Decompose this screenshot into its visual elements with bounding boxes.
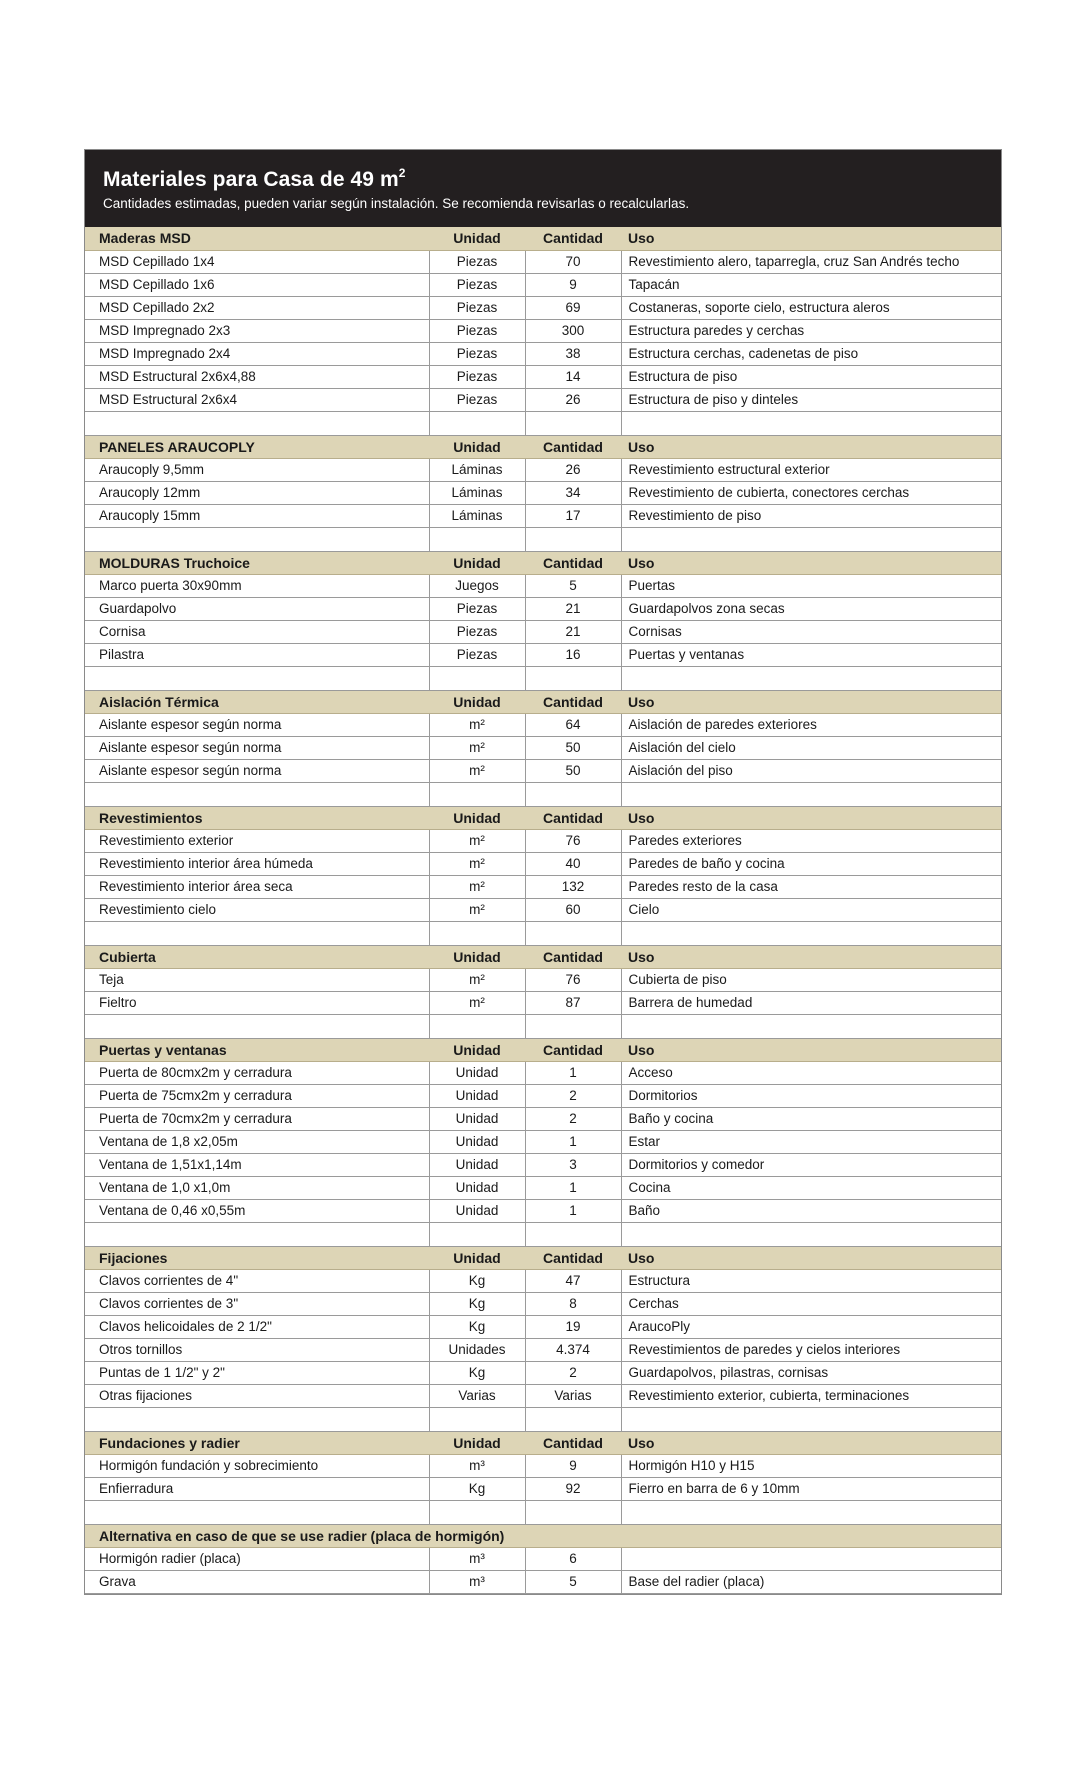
unit: Kg xyxy=(429,1269,525,1292)
empty-cell xyxy=(621,1407,1001,1431)
page-subtitle: Cantidades estimadas, pueden variar según instalación. Se recomienda revisarlas o recalcularlas. xyxy=(103,196,690,211)
section-header xyxy=(85,551,1001,574)
empty-cell xyxy=(429,1407,525,1431)
unit: Piezas xyxy=(429,296,525,319)
column-header-unidad: Unidad xyxy=(429,806,525,829)
empty-cell xyxy=(621,1222,1001,1246)
usage: Dormitorios xyxy=(621,1084,1001,1107)
material-name: Hormigón radier (placa) xyxy=(85,1547,429,1570)
unit: Piezas xyxy=(429,273,525,296)
table-row xyxy=(85,1384,1001,1407)
unit: Piezas xyxy=(429,597,525,620)
empty-cell xyxy=(85,411,429,435)
material-name: Otros tornillos xyxy=(85,1338,429,1361)
unit: Láminas xyxy=(429,458,525,481)
material-name: Ventana de 1,8 x2,05m xyxy=(85,1130,429,1153)
column-header-cantidad: Cantidad xyxy=(525,435,621,458)
unit: Piezas xyxy=(429,250,525,273)
quantity: 1 xyxy=(525,1176,621,1199)
material-name: MSD Impregnado 2x4 xyxy=(85,342,429,365)
unit: Unidades xyxy=(429,1338,525,1361)
empty-cell xyxy=(429,921,525,945)
empty-cell xyxy=(525,782,621,806)
quantity: 2 xyxy=(525,1361,621,1384)
material-name: Araucoply 9,5mm xyxy=(85,458,429,481)
quantity: 4.374 xyxy=(525,1338,621,1361)
material-name: Grava xyxy=(85,1570,429,1593)
quantity: 34 xyxy=(525,481,621,504)
spacer-row xyxy=(85,782,1001,806)
unit: m² xyxy=(429,852,525,875)
quantity: 1 xyxy=(525,1130,621,1153)
table-row xyxy=(85,1570,1001,1593)
usage: Costaneras, soporte cielo, estructura aleros xyxy=(621,296,1001,319)
empty-cell xyxy=(429,782,525,806)
table-row xyxy=(85,713,1001,736)
quantity: 76 xyxy=(525,829,621,852)
empty-cell xyxy=(621,527,1001,551)
usage: Cubierta de piso xyxy=(621,968,1001,991)
material-name: Enfierradura xyxy=(85,1477,429,1500)
column-header-cantidad: Cantidad xyxy=(525,690,621,713)
empty-cell xyxy=(85,1014,429,1038)
material-name: Teja xyxy=(85,968,429,991)
section-title: Puertas y ventanas xyxy=(85,1038,429,1061)
unit: Kg xyxy=(429,1361,525,1384)
usage: Estructura de piso y dinteles xyxy=(621,388,1001,411)
quantity: 17 xyxy=(525,504,621,527)
usage: Revestimiento exterior, cubierta, terminaciones xyxy=(621,1384,1001,1407)
page-title: Materiales para Casa de 49 $m^2$ xyxy=(103,166,406,191)
section-title: Fijaciones xyxy=(85,1246,429,1269)
column-header-uso: Uso xyxy=(621,435,1001,458)
column-header-cantidad: Cantidad xyxy=(525,1431,621,1454)
column-header-unidad: Unidad xyxy=(429,1246,525,1269)
unit: m³ xyxy=(429,1570,525,1593)
section-title: Aislación Térmica xyxy=(85,690,429,713)
material-name: Cornisa xyxy=(85,620,429,643)
usage: Acceso xyxy=(621,1061,1001,1084)
quantity: 50 xyxy=(525,759,621,782)
empty-cell xyxy=(621,1014,1001,1038)
empty-cell xyxy=(429,666,525,690)
empty-cell xyxy=(621,921,1001,945)
section-title: Alternativa en caso de que se use radier (placa de hormigón) xyxy=(85,1524,1001,1547)
column-header-unidad: Unidad xyxy=(429,1431,525,1454)
quantity: 16 xyxy=(525,643,621,666)
table-row xyxy=(85,458,1001,481)
unit: Piezas xyxy=(429,319,525,342)
empty-cell xyxy=(85,527,429,551)
usage: Barrera de humedad xyxy=(621,991,1001,1014)
column-header-uso: Uso xyxy=(621,690,1001,713)
table-row xyxy=(85,620,1001,643)
section-header xyxy=(85,1524,1001,1547)
empty-cell xyxy=(525,666,621,690)
table-row xyxy=(85,1153,1001,1176)
column-header-uso: Uso xyxy=(621,945,1001,968)
column-header-cantidad: Cantidad xyxy=(525,806,621,829)
section-title: Cubierta xyxy=(85,945,429,968)
quantity: 2 xyxy=(525,1107,621,1130)
unit: Unidad xyxy=(429,1176,525,1199)
unit: Varias xyxy=(429,1384,525,1407)
material-name: Puerta de 75cmx2m y cerradura xyxy=(85,1084,429,1107)
usage: Estructura de piso xyxy=(621,365,1001,388)
usage: Estructura xyxy=(621,1269,1001,1292)
table-row xyxy=(85,898,1001,921)
usage: Puertas xyxy=(621,574,1001,597)
empty-cell xyxy=(621,411,1001,435)
unit: Kg xyxy=(429,1315,525,1338)
unit: Láminas xyxy=(429,504,525,527)
empty-cell xyxy=(429,411,525,435)
table-row xyxy=(85,968,1001,991)
column-header-uso: Uso xyxy=(621,1246,1001,1269)
usage: Cocina xyxy=(621,1176,1001,1199)
quantity: 64 xyxy=(525,713,621,736)
quantity: 1 xyxy=(525,1199,621,1222)
quantity: 38 xyxy=(525,342,621,365)
section-header xyxy=(85,1431,1001,1454)
quantity: 2 xyxy=(525,1084,621,1107)
quantity: 70 xyxy=(525,250,621,273)
usage xyxy=(621,1547,1001,1570)
empty-cell xyxy=(525,1222,621,1246)
table-row xyxy=(85,1547,1001,1570)
material-name: Aislante espesor según norma xyxy=(85,713,429,736)
unit: Unidad xyxy=(429,1130,525,1153)
quantity: 76 xyxy=(525,968,621,991)
column-header-uso: Uso xyxy=(621,1431,1001,1454)
material-name: MSD Estructural 2x6x4 xyxy=(85,388,429,411)
spacer-row xyxy=(85,1500,1001,1524)
column-header-cantidad: Cantidad xyxy=(525,1246,621,1269)
usage: Paredes de baño y cocina xyxy=(621,852,1001,875)
unit: Juegos xyxy=(429,574,525,597)
table-row xyxy=(85,991,1001,1014)
usage: AraucoPly xyxy=(621,1315,1001,1338)
empty-cell xyxy=(85,1407,429,1431)
quantity: 69 xyxy=(525,296,621,319)
spacer-row xyxy=(85,411,1001,435)
unit: Unidad xyxy=(429,1153,525,1176)
spacer-row xyxy=(85,1014,1001,1038)
unit: Piezas xyxy=(429,388,525,411)
table-row xyxy=(85,1315,1001,1338)
usage: Aislación de paredes exteriores xyxy=(621,713,1001,736)
table-row xyxy=(85,574,1001,597)
section-header xyxy=(85,1038,1001,1061)
material-name: Marco puerta 30x90mm xyxy=(85,574,429,597)
unit: Unidad xyxy=(429,1199,525,1222)
column-header-uso: Uso xyxy=(621,1038,1001,1061)
quantity: 87 xyxy=(525,991,621,1014)
column-header-uso: Uso xyxy=(621,806,1001,829)
table-row xyxy=(85,388,1001,411)
section-title: Maderas MSD xyxy=(85,227,429,250)
empty-cell xyxy=(621,666,1001,690)
usage: Aislación del cielo xyxy=(621,736,1001,759)
quantity: 60 xyxy=(525,898,621,921)
usage: Dormitorios y comedor xyxy=(621,1153,1001,1176)
empty-cell xyxy=(525,411,621,435)
table-row xyxy=(85,1176,1001,1199)
table-row xyxy=(85,319,1001,342)
table-row xyxy=(85,736,1001,759)
materials-sheet xyxy=(84,149,1002,1595)
column-header-unidad: Unidad xyxy=(429,551,525,574)
empty-cell xyxy=(85,782,429,806)
column-header-cantidad: Cantidad xyxy=(525,551,621,574)
column-header-cantidad: Cantidad xyxy=(525,945,621,968)
usage: Estructura cerchas, cadenetas de piso xyxy=(621,342,1001,365)
table-row xyxy=(85,504,1001,527)
table-row xyxy=(85,1269,1001,1292)
column-header-uso: Uso xyxy=(621,227,1001,250)
empty-cell xyxy=(85,921,429,945)
unit: Unidad xyxy=(429,1107,525,1130)
quantity: 8 xyxy=(525,1292,621,1315)
section-title: PANELES ARAUCOPLY xyxy=(85,435,429,458)
usage: Revestimiento estructural exterior xyxy=(621,458,1001,481)
empty-cell xyxy=(429,1500,525,1524)
material-name: MSD Cepillado 2x2 xyxy=(85,296,429,319)
quantity: 300 xyxy=(525,319,621,342)
quantity: 40 xyxy=(525,852,621,875)
spacer-row xyxy=(85,921,1001,945)
usage: Puertas y ventanas xyxy=(621,643,1001,666)
material-name: Revestimiento cielo xyxy=(85,898,429,921)
usage: Paredes exteriores xyxy=(621,829,1001,852)
unit: Piezas xyxy=(429,643,525,666)
table-row xyxy=(85,597,1001,620)
empty-cell xyxy=(85,1222,429,1246)
material-name: Puerta de 70cmx2m y cerradura xyxy=(85,1107,429,1130)
material-name: MSD Impregnado 2x3 xyxy=(85,319,429,342)
usage: Guardapolvos zona secas xyxy=(621,597,1001,620)
usage: Cornisas xyxy=(621,620,1001,643)
usage: Cerchas xyxy=(621,1292,1001,1315)
usage: Base del radier (placa) xyxy=(621,1570,1001,1593)
spacer-row xyxy=(85,1407,1001,1431)
quantity: Varias xyxy=(525,1384,621,1407)
quantity: 9 xyxy=(525,1454,621,1477)
unit: m² xyxy=(429,759,525,782)
table-row xyxy=(85,852,1001,875)
empty-cell xyxy=(429,1222,525,1246)
usage: Estructura paredes y cerchas xyxy=(621,319,1001,342)
section-title: MOLDURAS Truchoice xyxy=(85,551,429,574)
empty-cell xyxy=(525,1014,621,1038)
material-name: Fieltro xyxy=(85,991,429,1014)
spacer-row xyxy=(85,666,1001,690)
table-row xyxy=(85,1199,1001,1222)
empty-cell xyxy=(525,1407,621,1431)
material-name: Hormigón fundación y sobrecimiento xyxy=(85,1454,429,1477)
column-header-cantidad: Cantidad xyxy=(525,227,621,250)
empty-cell xyxy=(525,527,621,551)
material-name: Clavos corrientes de 4" xyxy=(85,1269,429,1292)
empty-cell xyxy=(85,666,429,690)
unit: Piezas xyxy=(429,342,525,365)
unit: Piezas xyxy=(429,620,525,643)
material-name: Ventana de 0,46 x0,55m xyxy=(85,1199,429,1222)
unit: Unidad xyxy=(429,1061,525,1084)
table-row xyxy=(85,875,1001,898)
material-name: Guardapolvo xyxy=(85,597,429,620)
quantity: 5 xyxy=(525,1570,621,1593)
usage: Baño xyxy=(621,1199,1001,1222)
table-row xyxy=(85,829,1001,852)
table-row xyxy=(85,273,1001,296)
unit: Kg xyxy=(429,1477,525,1500)
quantity: 92 xyxy=(525,1477,621,1500)
quantity: 21 xyxy=(525,620,621,643)
unit: Unidad xyxy=(429,1084,525,1107)
material-name: Araucoply 12mm xyxy=(85,481,429,504)
usage: Revestimientos de paredes y cielos interiores xyxy=(621,1338,1001,1361)
column-header-unidad: Unidad xyxy=(429,690,525,713)
usage: Revestimiento alero, taparregla, cruz San Andrés techo xyxy=(621,250,1001,273)
material-name: MSD Cepillado 1x4 xyxy=(85,250,429,273)
material-name: Revestimiento interior área húmeda xyxy=(85,852,429,875)
empty-cell xyxy=(85,1500,429,1524)
material-name: Revestimiento interior área seca xyxy=(85,875,429,898)
sheet-header xyxy=(85,150,1001,227)
column-header-unidad: Unidad xyxy=(429,435,525,458)
quantity: 6 xyxy=(525,1547,621,1570)
material-name: Revestimiento exterior xyxy=(85,829,429,852)
usage: Tapacán xyxy=(621,273,1001,296)
unit: m² xyxy=(429,898,525,921)
quantity: 47 xyxy=(525,1269,621,1292)
usage: Revestimiento de cubierta, conectores cerchas xyxy=(621,481,1001,504)
empty-cell xyxy=(621,1500,1001,1524)
quantity: 5 xyxy=(525,574,621,597)
usage: Hormigón H10 y H15 xyxy=(621,1454,1001,1477)
usage: Revestimiento de piso xyxy=(621,504,1001,527)
quantity: 1 xyxy=(525,1061,621,1084)
empty-cell xyxy=(621,782,1001,806)
empty-cell xyxy=(525,921,621,945)
usage: Fierro en barra de 6 y 10mm xyxy=(621,1477,1001,1500)
empty-cell xyxy=(429,527,525,551)
quantity: 21 xyxy=(525,597,621,620)
unit: Kg xyxy=(429,1292,525,1315)
quantity: 19 xyxy=(525,1315,621,1338)
unit: m² xyxy=(429,991,525,1014)
material-name: MSD Cepillado 1x6 xyxy=(85,273,429,296)
table-row xyxy=(85,1107,1001,1130)
material-name: Puntas de 1 1/2" y 2" xyxy=(85,1361,429,1384)
section-header xyxy=(85,1246,1001,1269)
usage: Paredes resto de la casa xyxy=(621,875,1001,898)
materials-table xyxy=(85,227,1001,1594)
material-name: Otras fijaciones xyxy=(85,1384,429,1407)
table-row xyxy=(85,250,1001,273)
table-row xyxy=(85,643,1001,666)
material-name: Aislante espesor según norma xyxy=(85,736,429,759)
quantity: 26 xyxy=(525,388,621,411)
table-row xyxy=(85,342,1001,365)
quantity: 50 xyxy=(525,736,621,759)
column-header-unidad: Unidad xyxy=(429,1038,525,1061)
usage: Estar xyxy=(621,1130,1001,1153)
table-row xyxy=(85,481,1001,504)
table-row xyxy=(85,1292,1001,1315)
material-name: Pilastra xyxy=(85,643,429,666)
section-header xyxy=(85,945,1001,968)
quantity: 9 xyxy=(525,273,621,296)
quantity: 132 xyxy=(525,875,621,898)
table-row xyxy=(85,1084,1001,1107)
unit: Láminas xyxy=(429,481,525,504)
section-header xyxy=(85,227,1001,250)
quantity: 14 xyxy=(525,365,621,388)
material-name: Clavos helicoidales de 2 1/2" xyxy=(85,1315,429,1338)
unit: m³ xyxy=(429,1547,525,1570)
table-row xyxy=(85,1061,1001,1084)
section-header xyxy=(85,806,1001,829)
material-name: Araucoply 15mm xyxy=(85,504,429,527)
table-row xyxy=(85,1338,1001,1361)
unit: m² xyxy=(429,829,525,852)
unit: m² xyxy=(429,713,525,736)
material-name: Clavos corrientes de 3" xyxy=(85,1292,429,1315)
section-header xyxy=(85,690,1001,713)
material-name: MSD Estructural 2x6x4,88 xyxy=(85,365,429,388)
spacer-row xyxy=(85,527,1001,551)
section-header xyxy=(85,435,1001,458)
table-row xyxy=(85,365,1001,388)
unit: m³ xyxy=(429,1454,525,1477)
title-superscript: 2 xyxy=(398,166,406,180)
material-name: Aislante espesor según norma xyxy=(85,759,429,782)
usage: Baño y cocina xyxy=(621,1107,1001,1130)
table-row xyxy=(85,1477,1001,1500)
table-row xyxy=(85,1130,1001,1153)
unit: Piezas xyxy=(429,365,525,388)
table-row xyxy=(85,1361,1001,1384)
quantity: 26 xyxy=(525,458,621,481)
column-header-unidad: Unidad xyxy=(429,227,525,250)
usage: Aislación del piso xyxy=(621,759,1001,782)
material-name: Ventana de 1,51x1,14m xyxy=(85,1153,429,1176)
table-row xyxy=(85,1454,1001,1477)
column-header-cantidad: Cantidad xyxy=(525,1038,621,1061)
usage: Cielo xyxy=(621,898,1001,921)
spacer-row xyxy=(85,1222,1001,1246)
column-header-unidad: Unidad xyxy=(429,945,525,968)
unit: m² xyxy=(429,736,525,759)
unit: m² xyxy=(429,875,525,898)
empty-cell xyxy=(525,1500,621,1524)
empty-cell xyxy=(429,1014,525,1038)
quantity: 3 xyxy=(525,1153,621,1176)
section-title: Revestimientos xyxy=(85,806,429,829)
column-header-uso: Uso xyxy=(621,551,1001,574)
section-title: Fundaciones y radier xyxy=(85,1431,429,1454)
table-row xyxy=(85,296,1001,319)
unit: m² xyxy=(429,968,525,991)
usage: Guardapolvos, pilastras, cornisas xyxy=(621,1361,1001,1384)
material-name: Ventana de 1,0 x1,0m xyxy=(85,1176,429,1199)
material-name: Puerta de 80cmx2m y cerradura xyxy=(85,1061,429,1084)
table-row xyxy=(85,759,1001,782)
